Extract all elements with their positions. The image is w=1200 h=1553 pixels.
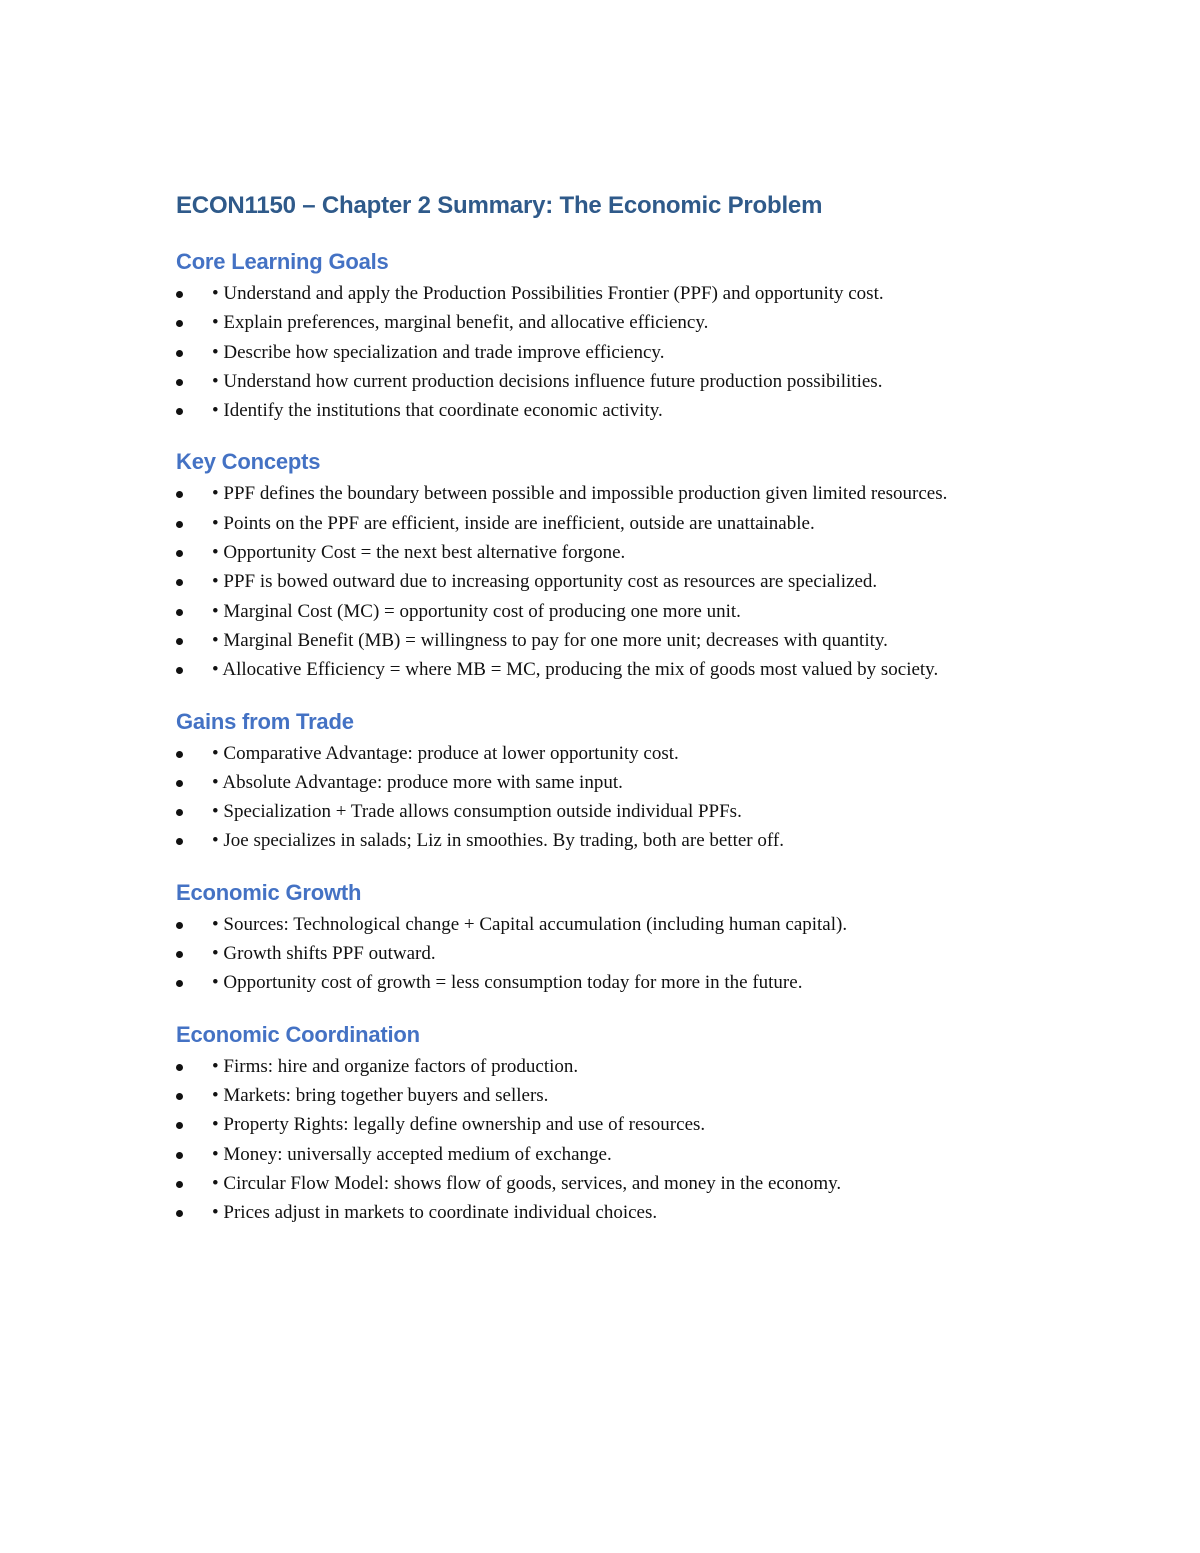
- bullet-icon: [176, 1210, 183, 1217]
- list-item: [176, 509, 1036, 538]
- section-economic-growth: [176, 878, 1036, 998]
- bullet-icon: [176, 291, 183, 298]
- list-item: [176, 797, 1036, 826]
- list-item-text: • Prices adjust in markets to coordinate individual choices.: [212, 1202, 658, 1224]
- bullet-icon: [176, 350, 183, 357]
- bullet-icon: [176, 491, 183, 498]
- section-heading: Core Learning Goals: [176, 249, 389, 274]
- bullet-icon: [176, 980, 183, 987]
- section-gains-from-trade: [176, 707, 1036, 856]
- list-item: [176, 396, 1036, 425]
- bullet-list: [176, 910, 1036, 998]
- document-page: [176, 191, 1036, 1227]
- list-item-text: • Marginal Cost (MC) = opportunity cost of producing one more unit.: [212, 600, 741, 622]
- list-item: [176, 479, 1036, 508]
- list-item-text: • Circular Flow Model: shows flow of goods, services, and money in the economy.: [212, 1172, 842, 1194]
- bullet-icon: [176, 320, 183, 327]
- bullet-icon: [176, 521, 183, 528]
- section-economic-coordination: [176, 1020, 1036, 1228]
- list-item-text: • Describe how specialization and trade improve efficiency.: [212, 341, 665, 363]
- section-heading: Key Concepts: [176, 449, 321, 475]
- list-item-text: • Identify the institutions that coordinate economic activity.: [212, 400, 663, 422]
- list-item-text: • Property Rights: legally define ownership and use of resources.: [212, 1114, 706, 1136]
- list-item: [176, 968, 1036, 997]
- list-item: [176, 626, 1036, 655]
- list-item: [176, 1140, 1036, 1169]
- list-item-text: • Growth shifts PPF outward.: [212, 943, 436, 965]
- section-heading: Gains from Trade: [176, 708, 354, 734]
- list-item-text: • Absolute Advantage: produce more with same input.: [212, 771, 623, 793]
- bullet-list: [176, 279, 1036, 425]
- list-item-text: • Joe specializes in salads; Liz in smoothies. By trading, both are better off.: [212, 830, 784, 852]
- bullet-icon: [176, 922, 183, 929]
- list-item-text: • Specialization + Trade allows consumption outside individual PPFs.: [212, 801, 742, 823]
- list-item: [176, 597, 1036, 626]
- list-item: [176, 567, 1036, 596]
- list-item-text: • PPF is bowed outward due to increasing opportunity cost as resources are specialized.: [212, 571, 878, 593]
- list-item: [176, 308, 1036, 337]
- list-item-text: • Sources: Technological change + Capital accumulation (including human capital).: [212, 913, 848, 935]
- list-item-text: • Markets: bring together buyers and sellers.: [212, 1084, 549, 1106]
- list-item: [176, 1169, 1036, 1198]
- bullet-icon: [176, 379, 183, 386]
- bullet-icon: [176, 1181, 183, 1188]
- list-item-text: • Comparative Advantage: produce at lower opportunity cost.: [212, 742, 679, 764]
- list-item: [176, 739, 1036, 768]
- bullet-icon: [176, 609, 183, 616]
- bullet-list: [176, 1052, 1036, 1228]
- list-item: [176, 538, 1036, 567]
- bullet-icon: [176, 667, 183, 674]
- list-item-text: • Allocative Efficiency = where MB = MC, producing the mix of goods most valued by society.: [212, 659, 939, 681]
- list-item-text: • Money: universally accepted medium of exchange.: [212, 1143, 612, 1165]
- list-item: [176, 1081, 1036, 1110]
- section-key-concepts: [176, 447, 1036, 684]
- bullet-icon: [176, 638, 183, 645]
- list-item: [176, 910, 1036, 939]
- bullet-icon: [176, 579, 183, 586]
- list-item: [176, 1052, 1036, 1081]
- bullet-icon: [176, 751, 183, 758]
- list-item: [176, 367, 1036, 396]
- bullet-icon: [176, 809, 183, 816]
- bullet-icon: [176, 550, 183, 557]
- list-item-text: • PPF defines the boundary between possible and impossible production given limited resources.: [212, 483, 948, 505]
- list-item-text: • Understand and apply the Production Possibilities Frontier (PPF) and opportunity cost.: [212, 283, 884, 304]
- document-title: ECON1150 – Chapter 2 Summary: The Economic Problem: [176, 192, 823, 219]
- bullet-icon: [176, 408, 183, 415]
- section-heading: Economic Coordination: [176, 1021, 420, 1047]
- bullet-list: [176, 739, 1036, 856]
- list-item-text: • Explain preferences, marginal benefit, and allocative efficiency.: [212, 312, 709, 334]
- list-item: [176, 1110, 1036, 1139]
- bullet-icon: [176, 1093, 183, 1100]
- bullet-icon: [176, 838, 183, 845]
- list-item-text: • Marginal Benefit (MB) = willingness to pay for one more unit; decreases with quantity.: [212, 629, 888, 651]
- list-item-text: • Opportunity Cost = the next best alternative forgone.: [212, 542, 626, 564]
- bullet-icon: [176, 951, 183, 958]
- section-core-learning-goals: [176, 247, 1036, 425]
- list-item: [176, 1198, 1036, 1227]
- list-item: [176, 826, 1036, 855]
- list-item: [176, 768, 1036, 797]
- list-item-text: • Points on the PPF are efficient, inside are inefficient, outside are unattainable.: [212, 512, 815, 534]
- bullet-icon: [176, 780, 183, 787]
- bullet-icon: [176, 1064, 183, 1071]
- list-item-text: • Opportunity cost of growth = less consumption today for more in the future.: [212, 972, 803, 994]
- list-item-text: • Understand how current production decisions influence future production possibilities.: [212, 370, 883, 392]
- bullet-icon: [176, 1122, 183, 1129]
- list-item-text: • Firms: hire and organize factors of production.: [212, 1055, 579, 1077]
- bullet-icon: [176, 1152, 183, 1159]
- list-item: [176, 939, 1036, 968]
- list-item: [176, 338, 1036, 367]
- list-item: [176, 655, 1036, 684]
- section-heading: Economic Growth: [176, 879, 362, 905]
- bullet-list: [176, 479, 1036, 684]
- list-item: [176, 279, 1036, 308]
